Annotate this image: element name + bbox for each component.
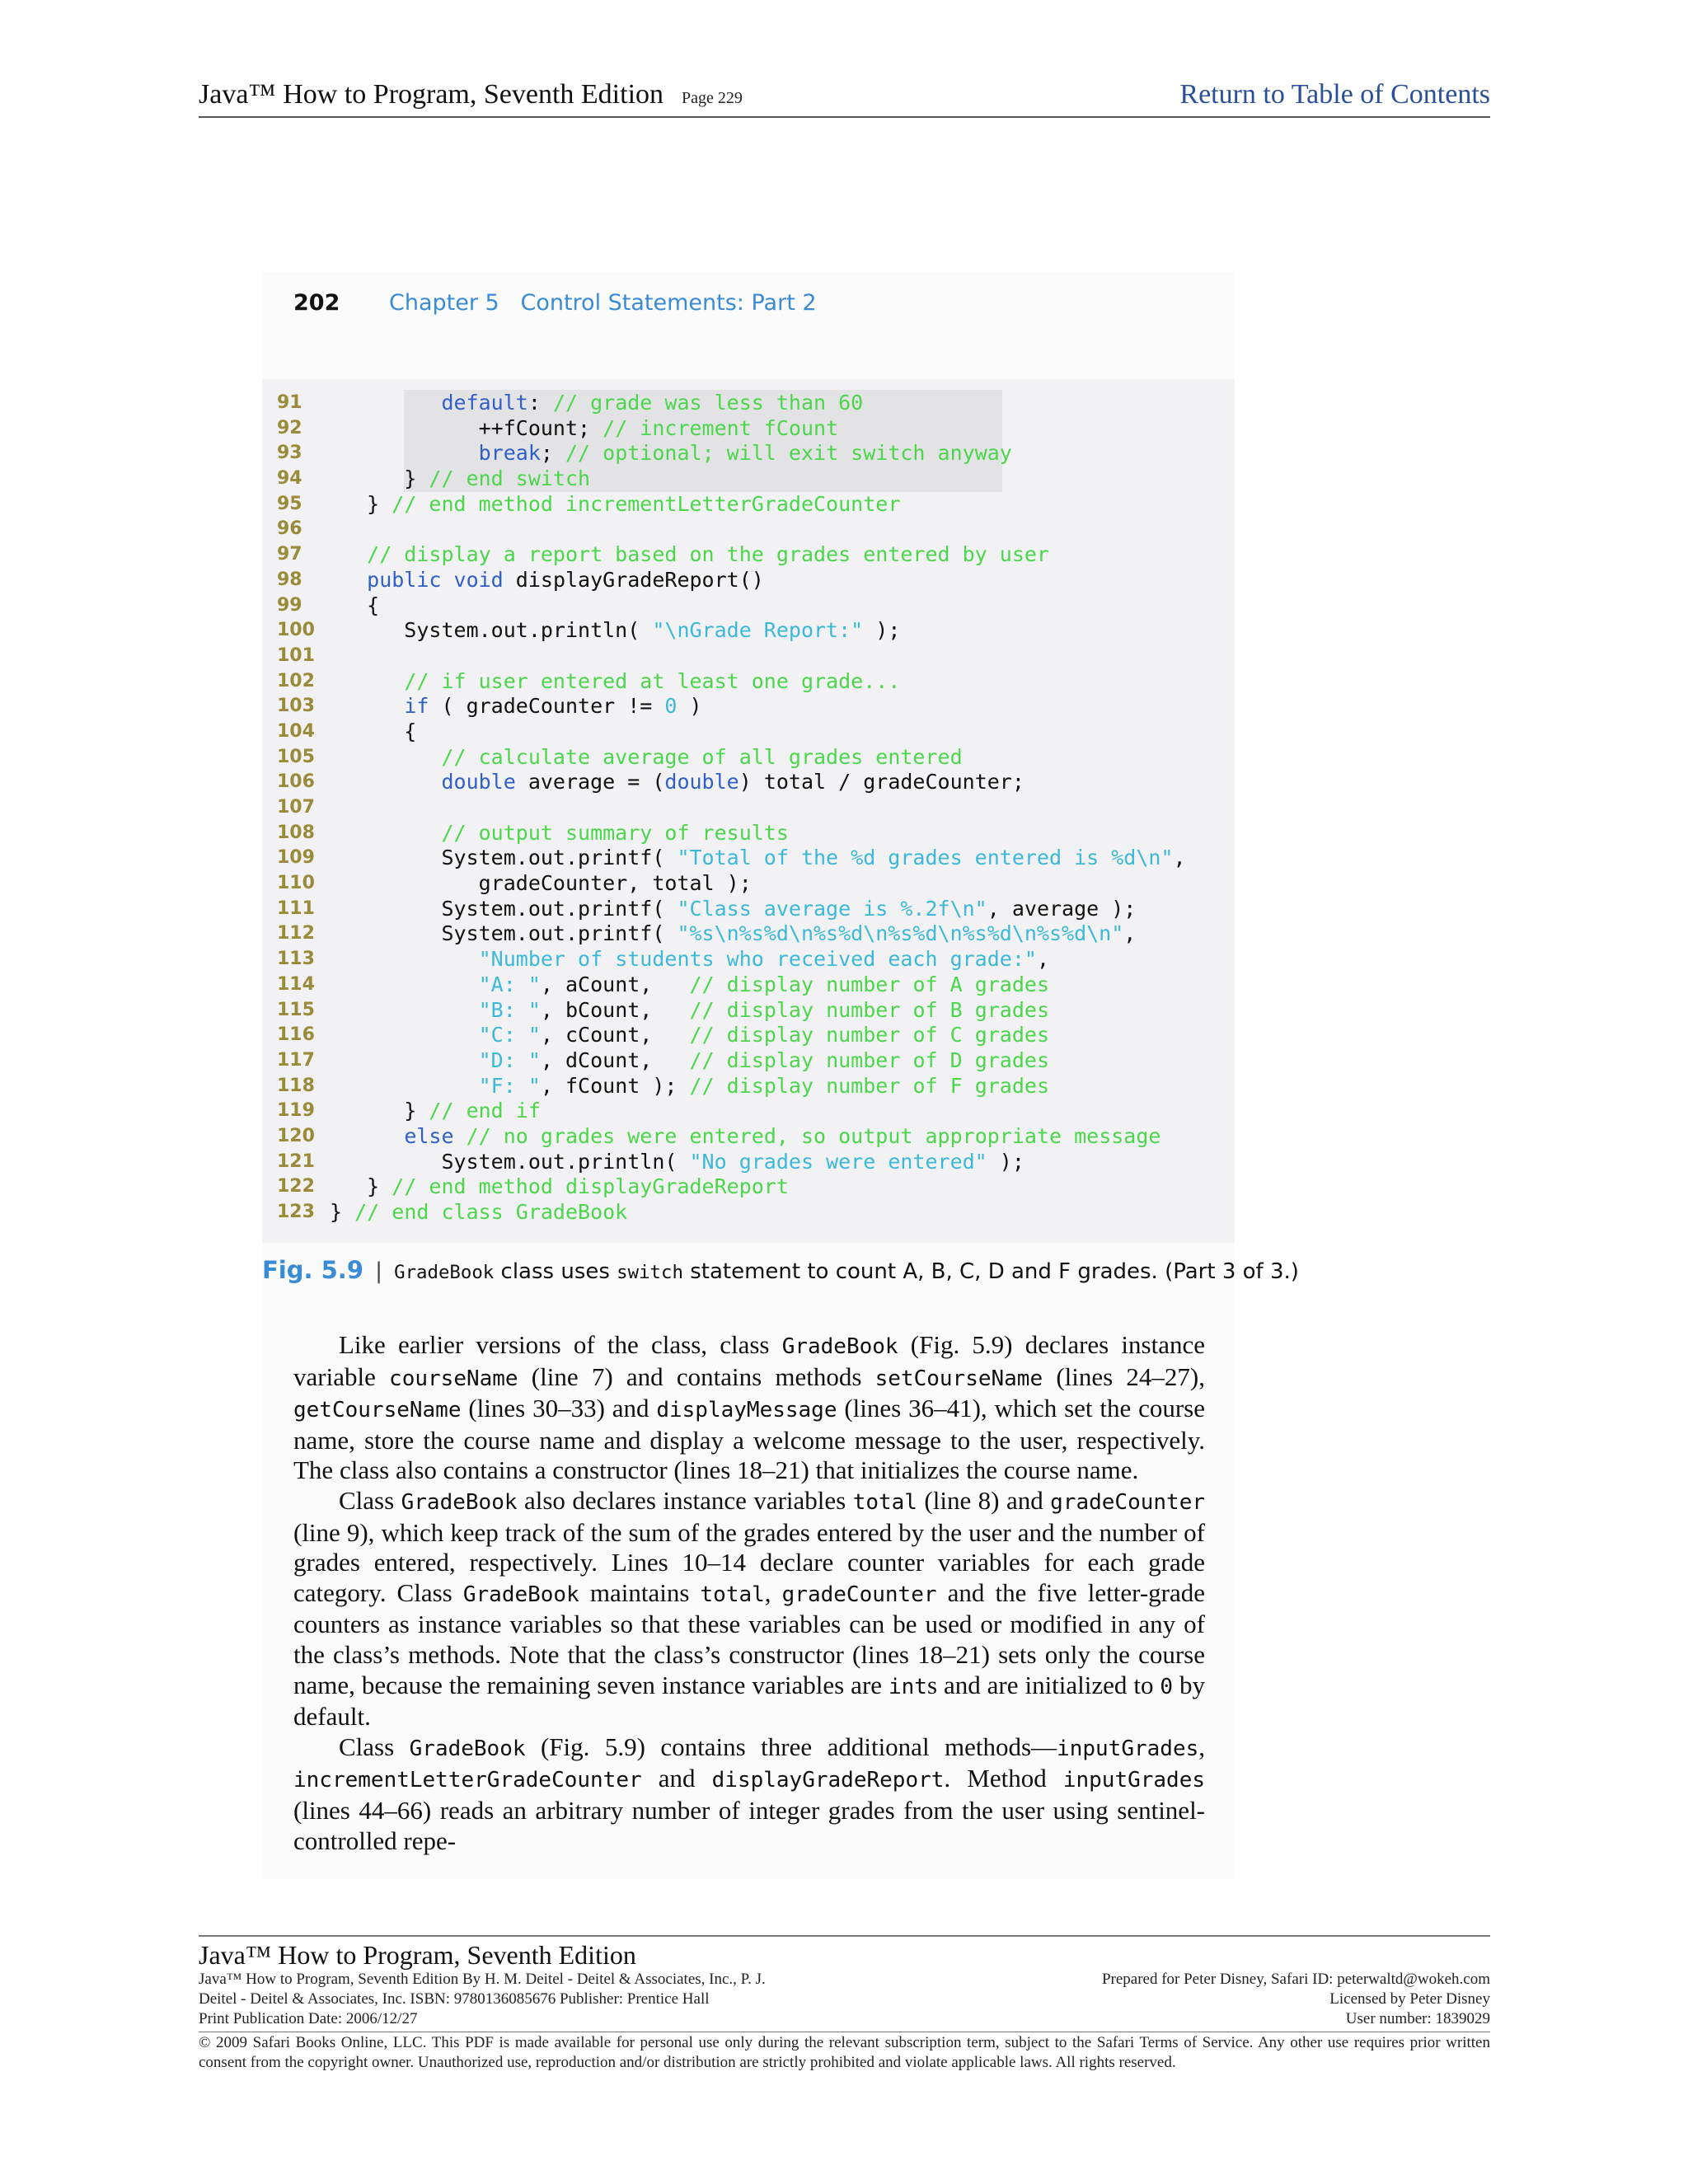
code-token: , aCount, (540, 972, 690, 996)
code-text (330, 897, 1136, 922)
line-number: 122 (277, 1176, 315, 1197)
text-fragment: . Method (944, 1764, 1063, 1793)
code-comment: // calculate average of all grades entered (441, 744, 963, 769)
code-text (330, 1174, 789, 1200)
code-token (330, 1074, 479, 1098)
code-token: : (528, 391, 553, 415)
code-line (277, 1023, 1225, 1048)
text-fragment: , (1198, 1732, 1205, 1761)
code-keyword: double (441, 770, 516, 794)
code-comment: // grade was less than 60 (552, 391, 864, 415)
code-token: System.out.printf( (330, 921, 678, 946)
text-fragment: (lines 30–33) and (461, 1394, 657, 1423)
caption-fragment: class uses (494, 1259, 617, 1284)
code-token: , (1036, 947, 1049, 972)
code-string: "C: " (478, 1023, 541, 1047)
code-token: } (330, 1174, 392, 1199)
footer-rule (199, 1935, 1490, 1937)
code-token: System.out.printf( (330, 896, 678, 921)
line-number: 100 (277, 620, 315, 641)
figure-label: Fig. 5.9 (262, 1256, 363, 1284)
caption-separator: | (375, 1258, 383, 1284)
inline-code: int (888, 1674, 927, 1699)
text-fragment: and (641, 1764, 712, 1793)
text-fragment: maintains (579, 1577, 701, 1607)
chapter-name: Control Statements: Part 2 (520, 290, 817, 316)
line-number: 117 (277, 1049, 315, 1071)
code-token (330, 568, 367, 592)
line-number: 97 (277, 544, 302, 565)
code-text (330, 542, 1049, 568)
code-token: System.out.println( (330, 1149, 690, 1174)
text-fragment: (lines 36–41), which set the course name, store the course name and display a welcome message to the user, respectively. The class also contains a constructor (lines 18–21) that initializes the course name. (293, 1394, 1205, 1485)
code-comment: // display a report based on the grades entered by user (367, 542, 1049, 567)
inline-code: displayGradeReport (711, 1768, 945, 1793)
code-text (330, 1023, 1049, 1048)
code-token (330, 694, 404, 718)
code-token: ) (677, 694, 702, 719)
body-text (293, 1330, 1205, 1856)
inline-code: courseName (389, 1366, 518, 1391)
code-text (330, 618, 900, 644)
inline-code: getCourseName (293, 1398, 462, 1423)
line-number: 113 (277, 949, 315, 970)
text-fragment: (line 8) and (917, 1485, 1051, 1515)
code-token (330, 1124, 404, 1148)
inline-code: 0 (1160, 1674, 1174, 1699)
code-comment: // output summary of results (441, 820, 789, 845)
code-line (277, 1174, 1225, 1200)
code-line (277, 921, 1225, 947)
inline-code: GradeBook (781, 1334, 898, 1359)
code-comment: // display number of F grades (689, 1073, 1050, 1098)
code-text (330, 871, 752, 897)
code-token (330, 542, 367, 566)
inline-code: GradeBook (462, 1582, 579, 1607)
code-line (277, 972, 1225, 998)
inline-code: total (852, 1489, 917, 1515)
code-token: , (1173, 846, 1186, 870)
code-token: , average ); (987, 896, 1137, 921)
code-line (277, 618, 1225, 644)
code-keyword: else (404, 1123, 454, 1148)
text-fragment: and the five letter-grade counters as instance variables so that these variables can be used or modified in any of the class’s methods. Note that the class’s constructor (lines 18–21) sets only the course name, because the remaining seven instance variables are (293, 1577, 1205, 1699)
code-comment: // display number of A grades (689, 972, 1050, 996)
code-keyword: public void (367, 567, 504, 592)
code-keyword: default (441, 391, 528, 415)
code-string: "D: " (478, 1047, 541, 1072)
line-number: 121 (277, 1151, 315, 1172)
inline-code: inputGrades (1062, 1768, 1206, 1793)
code-text (330, 1074, 1049, 1099)
footer-title: Java™ How to Program, Seventh Edition (199, 1940, 636, 1970)
code-keyword: if (404, 694, 429, 719)
code-text (330, 694, 702, 719)
book-title-text: Java™ How to Program, Seventh Edition (199, 79, 664, 110)
inline-code: total (700, 1582, 765, 1607)
code-line (277, 821, 1225, 846)
line-number: 119 (277, 1100, 315, 1122)
text-fragment: (Fig. 5.9) contains three additional methods— (525, 1732, 1057, 1761)
footer-user-number: User number: 1839029 (1345, 2010, 1490, 2027)
code-token: System.out.printf( (330, 846, 678, 870)
inline-code: GradeBook (401, 1489, 518, 1515)
code-line (277, 1048, 1225, 1074)
text-fragment: s and are initialized to (926, 1670, 1160, 1699)
footer-pub-date: Print Publication Date: 2006/12/27 (199, 2010, 418, 2027)
line-number: 101 (277, 644, 315, 666)
code-string: "A: " (478, 972, 541, 996)
code-token: gradeCounter, total ); (330, 871, 752, 896)
code-text (330, 1124, 1160, 1150)
code-line (277, 441, 1225, 466)
page-number: 202 (293, 290, 340, 316)
code-line (277, 568, 1225, 593)
inline-code: gradeCounter (781, 1582, 937, 1607)
text-fragment: (lines 44–66) reads an arbitrary number of integer grades from the user using sentinel-controlled repe- (293, 1795, 1205, 1855)
line-number: 99 (277, 594, 302, 616)
paragraph (293, 1486, 1205, 1732)
code-text (330, 568, 764, 593)
line-number: 95 (277, 493, 302, 514)
code-token: average = ( (515, 770, 665, 794)
code-text (330, 1048, 1049, 1074)
code-line (277, 542, 1225, 568)
footer-row (199, 1990, 1490, 2010)
caption-text (394, 1259, 1299, 1284)
code-token (330, 770, 441, 794)
text-fragment: (line 9), which keep track of the sum of the grades entered by the user and the number of grades entered, respectively. Lines 10–14 declare counter variables for each grade category. Class (293, 1517, 1205, 1607)
code-token (330, 972, 479, 996)
text-fragment: Like earlier versions of the class, class (339, 1330, 782, 1359)
code-token (330, 1048, 479, 1072)
inline-code: gradeCounter (1050, 1489, 1205, 1515)
footer-row (199, 2010, 1490, 2030)
text-fragment: Class (339, 1485, 401, 1515)
code-comment: // if user entered at least one grade... (404, 668, 901, 693)
code-token (330, 947, 479, 971)
chapter-title (389, 290, 817, 316)
line-number: 110 (277, 873, 315, 894)
chapter-label: Chapter 5 (389, 290, 499, 316)
code-text (330, 391, 863, 416)
code-comment: // increment fCount (603, 415, 839, 440)
line-number: 109 (277, 847, 315, 869)
text-fragment: , (764, 1577, 782, 1607)
code-line (277, 1200, 1225, 1226)
code-line (277, 1099, 1225, 1124)
code-text (330, 1099, 541, 1124)
inline-code: inputGrades (1057, 1736, 1199, 1761)
line-number: 92 (277, 417, 302, 438)
caption-code: GradeBook (394, 1262, 495, 1283)
code-string: "B: " (478, 997, 541, 1022)
code-string: "Total of the %d grades entered is %d\n" (677, 846, 1174, 870)
caption-fragment: statement to count A, B, C, D and F grades. (Part 3 of 3.) (682, 1259, 1299, 1284)
line-number: 91 (277, 392, 302, 413)
paragraph (293, 1732, 1205, 1856)
code-token: , dCount, (540, 1047, 690, 1072)
line-number: 94 (277, 468, 302, 490)
code-token: { (330, 719, 417, 743)
code-text (330, 492, 900, 518)
text-fragment: Class (339, 1732, 410, 1761)
footer-row (199, 1971, 1490, 1990)
code-text (330, 947, 1049, 972)
code-text (330, 972, 1049, 998)
code-token: } (330, 1200, 355, 1224)
code-token: ( gradeCounter != (429, 694, 665, 719)
footer-licensed: Licensed by Peter Disney (1329, 1990, 1490, 2008)
code-string: "\nGrade Report:" (652, 618, 864, 643)
code-comment: // display number of B grades (689, 997, 1050, 1022)
line-number: 112 (277, 923, 315, 944)
code-line (277, 1124, 1225, 1150)
line-number: 118 (277, 1075, 315, 1096)
footer-isbn: Deitel - Deitel & Associates, Inc. ISBN: 9780136085676 Publisher: Prentice Hall (199, 1990, 710, 2008)
code-comment: // end method incrementLetterGradeCounter (392, 491, 901, 516)
code-text (330, 921, 1136, 947)
code-text (330, 669, 900, 695)
code-token: } (330, 466, 429, 491)
code-keyword: double (664, 770, 739, 794)
inline-code: GradeBook (409, 1736, 526, 1761)
text-fragment: (lines 24–27), (1043, 1361, 1205, 1391)
line-number: 115 (277, 999, 315, 1020)
code-token: ; (540, 441, 565, 466)
code-token (454, 1124, 467, 1148)
code-line (277, 669, 1225, 695)
code-line (277, 593, 1225, 619)
code-keyword: break (478, 441, 541, 466)
book-title (199, 79, 743, 110)
code-text (330, 846, 1186, 871)
code-text (330, 466, 590, 492)
text-fragment: (Fig. 5.9) declares instance variable (293, 1330, 1206, 1391)
line-number: 98 (277, 569, 302, 590)
code-token: ); (863, 618, 901, 643)
code-token: ); (987, 1149, 1025, 1174)
code-token: displayGradeReport() (503, 567, 764, 592)
page-header (199, 77, 1490, 118)
code-text (330, 719, 416, 745)
code-comment: // optional; will exit switch anyway (565, 441, 1012, 466)
inline-code: displayMessage (656, 1398, 837, 1423)
figure-caption (262, 1256, 1299, 1289)
line-number: 114 (277, 973, 315, 995)
code-token (330, 745, 441, 769)
line-number: 93 (277, 443, 302, 464)
code-lines (277, 391, 1225, 1226)
code-line (277, 517, 1225, 542)
code-token (330, 669, 404, 693)
code-string: "%s\n%s%d\n%s%d\n%s%d\n%s%d\n%s%d\n" (677, 921, 1124, 946)
text-fragment: also declares instance variables (517, 1485, 853, 1515)
code-token (330, 1023, 479, 1047)
line-number: 105 (277, 746, 315, 767)
code-token: { (330, 593, 380, 617)
code-line (277, 694, 1225, 719)
line-number: 106 (277, 771, 315, 793)
line-number: 108 (277, 822, 315, 843)
line-number: 120 (277, 1125, 315, 1146)
code-text (330, 1150, 1025, 1175)
code-token: } (330, 491, 392, 516)
footer-copyright: © 2009 Safari Books Online, LLC. This PDF is made available for personal use only during the relevant subscription term, subject to the Safari Terms of Service. Any other use requires prior written consent from the copyright owner. Unauthorized use, reproduction and/or distribution are strictly prohibited and violate applicable laws. All rights reserved. (199, 2034, 1490, 2071)
code-line (277, 1150, 1225, 1175)
code-token: } (330, 1099, 429, 1123)
footer-book-info: Java™ How to Program, Seventh Edition By H. M. Deitel - Deitel & Associates, Inc., P. J. (199, 1971, 766, 1988)
code-text (330, 416, 838, 442)
code-line (277, 466, 1225, 492)
code-comment: // end switch (429, 466, 591, 491)
code-line (277, 492, 1225, 518)
code-token: ) total / gradeCounter; (738, 770, 1025, 794)
text-fragment: by default. (293, 1670, 1206, 1732)
code-text (330, 998, 1049, 1024)
line-number: 102 (277, 670, 315, 691)
inline-code: incrementLetterGradeCounter (293, 1768, 642, 1793)
code-line (277, 998, 1225, 1024)
page-footer (199, 1935, 1490, 2073)
code-token: , bCount, (540, 997, 690, 1022)
code-token: , (1123, 921, 1137, 946)
code-comment: // display number of D grades (689, 1047, 1050, 1072)
code-line (277, 897, 1225, 922)
inline-code: setCourseName (874, 1366, 1043, 1391)
code-token (330, 998, 479, 1022)
code-token: ++fCount; (330, 415, 603, 440)
text-fragment: (line 7) and contains methods (518, 1361, 875, 1391)
code-line (277, 947, 1225, 972)
code-token: , cCount, (540, 1023, 690, 1047)
code-line (277, 1074, 1225, 1099)
code-text (330, 821, 789, 846)
line-number: 107 (277, 797, 315, 818)
page-label: Page 229 (682, 89, 743, 107)
code-text (330, 745, 963, 771)
code-line (277, 719, 1225, 745)
line-number: 123 (277, 1202, 315, 1222)
line-number: 96 (277, 518, 302, 540)
code-line (277, 391, 1225, 416)
code-string: "Class average is %.2f\n" (677, 896, 987, 921)
code-line (277, 770, 1225, 795)
line-number: 116 (277, 1024, 315, 1046)
code-text (330, 593, 379, 619)
caption-code: switch (617, 1262, 683, 1283)
code-line (277, 644, 1225, 669)
code-string: "F: " (478, 1073, 541, 1098)
line-number: 103 (277, 696, 315, 717)
code-text (330, 770, 1025, 795)
code-comment: // end class GradeBook (354, 1200, 628, 1224)
code-text (330, 1200, 627, 1226)
code-text (330, 441, 1012, 466)
toc-link[interactable]: Return to Table of Contents (1179, 79, 1490, 110)
code-token: , fCount ); (540, 1073, 690, 1098)
line-number: 104 (277, 720, 315, 742)
code-string: 0 (664, 694, 678, 719)
code-line (277, 416, 1225, 442)
code-comment: // end if (429, 1099, 541, 1123)
footer-prepared-for: Prepared for Peter Disney, Safari ID: peterwaltd@wokeh.com (1101, 1971, 1490, 1988)
paragraph (293, 1330, 1205, 1486)
code-token (330, 391, 441, 415)
code-line (277, 745, 1225, 771)
code-token (330, 441, 479, 465)
code-comment: // display number of C grades (689, 1023, 1050, 1047)
code-line (277, 795, 1225, 821)
code-string: "Number of students who received each grade:" (478, 947, 1037, 972)
code-line (277, 871, 1225, 897)
code-comment: // end method displayGradeReport (392, 1174, 789, 1199)
code-token (330, 821, 441, 845)
code-string: "No grades were entered" (689, 1149, 987, 1174)
code-comment: // no grades were entered, so output appropriate message (466, 1123, 1161, 1148)
code-token: System.out.println( (330, 618, 653, 643)
code-line (277, 846, 1225, 871)
line-number: 111 (277, 898, 315, 919)
